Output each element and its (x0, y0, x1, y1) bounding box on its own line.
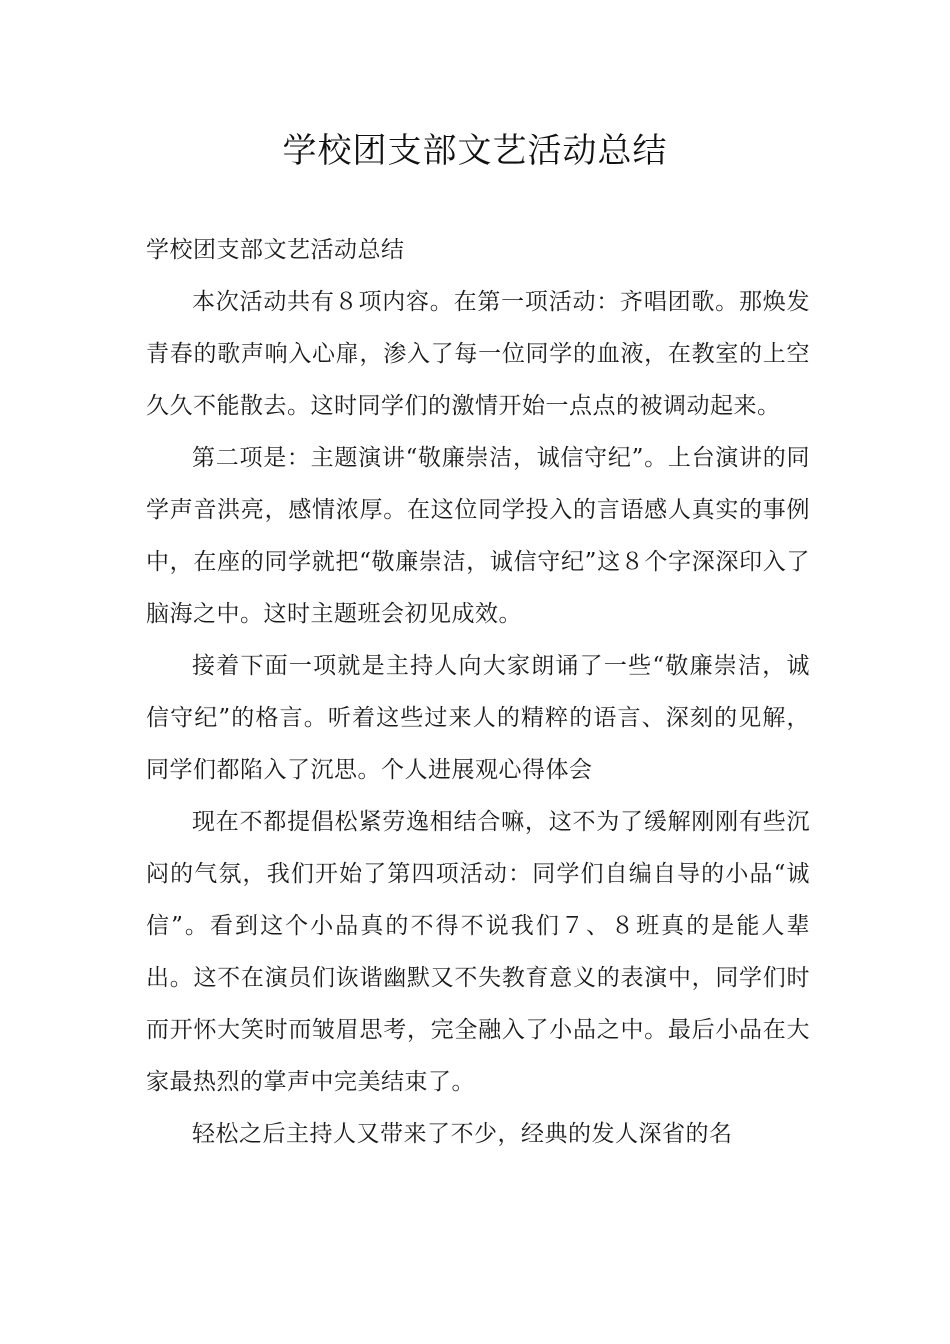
paragraph-4: 现在不都提倡松紧劳逸相结合嘛，这不为了缓解刚刚有些沉闷的气氛，我们开始了第四项活动：同学们自编自导的小品“诚信”。看到这个小品真的不得不说我们７、８班真的是能人辈出。这不在演员们诙谐幽默又不失教育意义的表演中，同学们时而开怀大笑时而皱眉思考，完全融入了小品之中。最后小品在大家最热烈的掌声中完美结束了。 (146, 809, 810, 1095)
paragraph-3: 接着下面一项就是主持人向大家朗诵了一些“敬廉崇洁，诚信守纪”的格言。听着这些过来人的精粹的语言、深刻的见解，同学们都陷入了沉思。个人进展观心得体会 (146, 653, 810, 783)
paragraph-5: 轻松之后主持人又带来了不少，经典的发人深省的名 (192, 1121, 733, 1147)
paragraph-1: 本次活动共有８项内容。在第一项活动：齐唱团歌。那焕发青春的歌声响入心扉，渗入了每一位同学的血液，在教室的上空久久不能散去。这时同学们的激情开始一点点的被调动起来。 (146, 289, 810, 419)
paragraph-2: 第二项是：主题演讲“敬廉崇洁，诚信守纪”。上台演讲的同学声音洪亮，感情浓厚。在这位同学投入的言语感人真实的事例中，在座的同学就把“敬廉崇洁，诚信守纪”这８个字深深印入了脑海之中。这时主题班会初见成效。 (146, 445, 810, 627)
document-title: 学校团支部文艺活动总结 (282, 131, 668, 171)
document-subtitle: 学校团支部文艺活动总结 (146, 237, 405, 263)
document-body (146, 224, 810, 1160)
